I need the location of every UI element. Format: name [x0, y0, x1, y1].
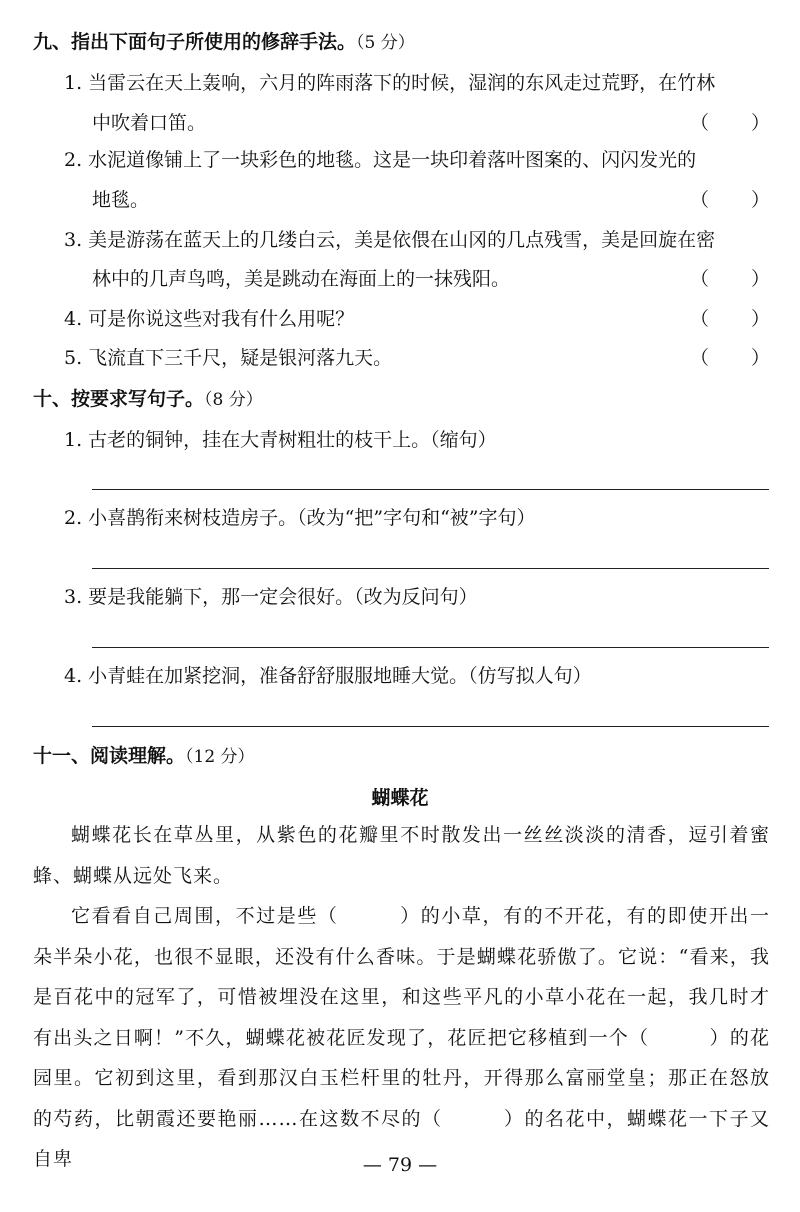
sec9-q1-line2: 中吹着口笛。 — [92, 112, 207, 134]
paren-open: （ — [690, 112, 710, 134]
sec10-q3-answer-line[interactable] — [92, 647, 769, 648]
section-11-heading: 十一、阅读理解。 — [33, 745, 186, 767]
paren-close: ） — [750, 308, 770, 330]
sec10-q2: 2. 小喜鹊衔来树枝造房子。（改为“把”字句和“被”字句） — [64, 507, 536, 529]
story-title: 蝴蝶花 — [371, 787, 429, 809]
sec10-q2-answer-line[interactable] — [92, 568, 769, 569]
story-paragraph-1: 蝴蝶花长在草丛里，从紫色的花瓣里不时散发出一丝丝淡淡的清香，逗引着蜜蜂、蝴蝶从远处飞来。 — [33, 824, 770, 887]
sec9-q2-line1: 2. 水泥道像铺上了一块彩色的地毯。这是一块印着落叶图案的、闪闪发光的 — [64, 149, 697, 171]
sec9-q1-answer-blank[interactable] — [690, 110, 770, 136]
sec9-q2-line2: 地毯。 — [92, 189, 150, 211]
paren-open: （ — [690, 268, 710, 290]
section-9-title — [33, 29, 415, 56]
sec9-q5: 5. 飞流直下三千尺，疑是银河落九天。 — [64, 347, 393, 369]
story-paragraph-2: 它看看自己周围，不过是些（ ）的小草，有的不开花，有的即使开出一朵半朵小花，也很不显眼，还没有什么香味。于是蝴蝶花骄傲了。它说：“看来，我是百花中的冠军了，可惜被埋没在这里，和这些平凡的小草小花在一起，我几时才有出头之日啊！”不久，蝴蝶花被花匠发现了，花匠把它移植到一个（ ）的花园里。它初到这里，看到那汉白玉栏杆里的牡丹，开得那么富丽堂皇；那正在怒放的芍药，比朝霞还要艳丽……在这数不尽的（ ）的名花中，蝴蝶花一下子又自卑 — [33, 905, 770, 1170]
section-10-title — [33, 386, 263, 413]
paren-close: ） — [750, 268, 770, 290]
paren-close: ） — [750, 189, 770, 211]
section-9-points: （5 分） — [356, 33, 415, 53]
sec10-q1-answer-line[interactable] — [92, 489, 769, 490]
section-11-points: （12 分） — [185, 747, 255, 767]
section-11-title — [33, 743, 255, 770]
sec9-q2-answer-blank[interactable] — [690, 187, 770, 213]
sec9-q3-line2: 林中的几声鸟鸣，美是跳动在海面上的一抹残阳。 — [92, 268, 511, 290]
sec9-q3-answer-blank[interactable] — [690, 266, 770, 292]
sec10-q1: 1. 古老的铜钟，挂在大青树粗壮的枝干上。（缩句） — [64, 429, 497, 451]
section-10-heading: 十、按要求写句子。 — [33, 388, 205, 410]
sec10-q3: 3. 要是我能躺下，那一定会很好。（改为反问句） — [64, 586, 478, 608]
section-10-points: （8 分） — [204, 390, 263, 410]
paren-close: ） — [750, 347, 770, 369]
sec10-q4: 4. 小青蛙在加紧挖洞，准备舒舒服服地睡大觉。（仿写拟人句） — [64, 665, 592, 687]
sec9-q4: 4. 可是你说这些对我有什么用呢？ — [64, 308, 355, 330]
paren-open: （ — [690, 308, 710, 330]
section-9-heading: 九、指出下面句子所使用的修辞手法。 — [33, 31, 357, 53]
sec9-q3-line1: 3. 美是游荡在蓝天上的几缕白云，美是依偎在山冈的几点残雪，美是回旋在密 — [64, 229, 716, 251]
paren-close: ） — [750, 112, 770, 134]
sec9-q4-answer-blank[interactable] — [690, 306, 770, 332]
paren-open: （ — [690, 347, 710, 369]
sec9-q1-line1: 1. 当雷云在天上轰响，六月的阵雨落下的时候，湿润的东风走过荒野，在竹林 — [64, 72, 716, 94]
sec9-q5-answer-blank[interactable] — [690, 345, 770, 371]
paren-open: （ — [690, 189, 710, 211]
page-number: — 79 — — [362, 1154, 438, 1176]
sec10-q4-answer-line[interactable] — [92, 726, 769, 727]
